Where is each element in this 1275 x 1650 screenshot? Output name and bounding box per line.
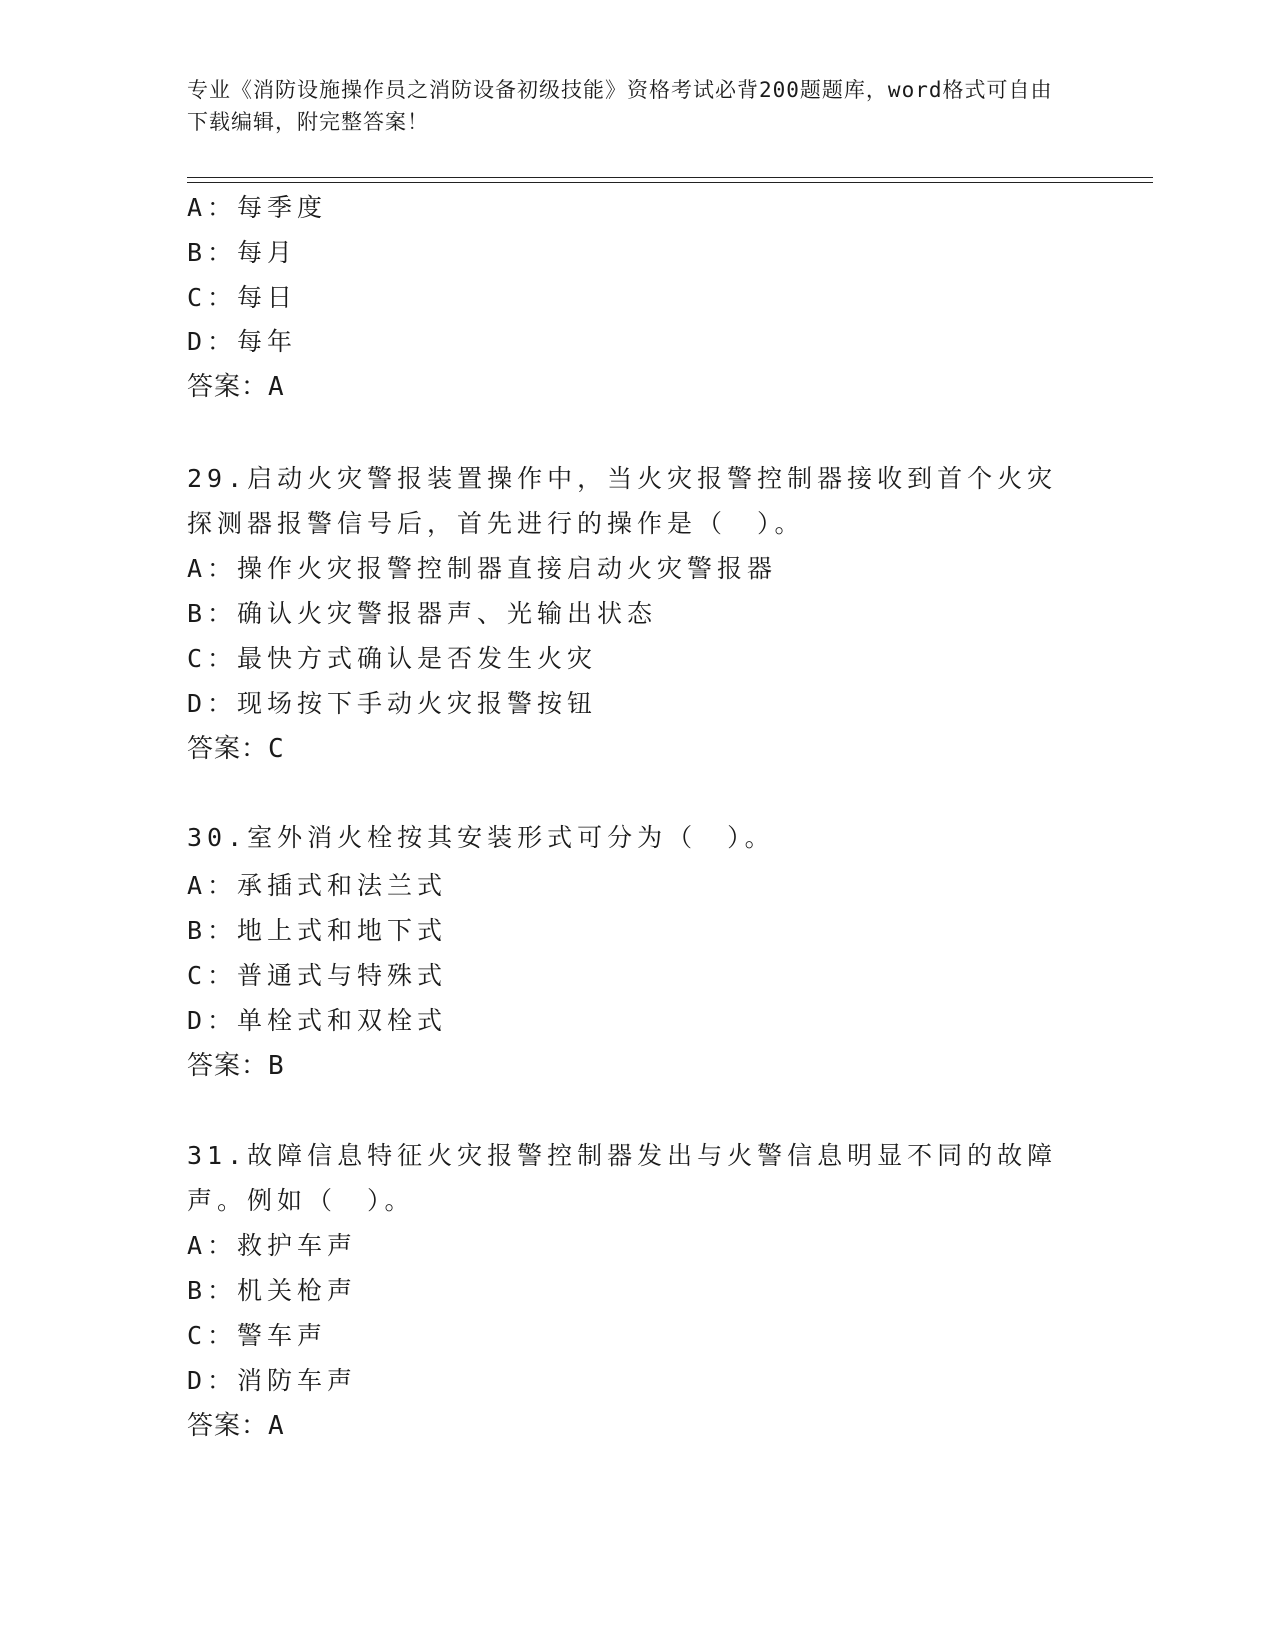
q28-option-b: B：每月 [187, 238, 298, 267]
q29-answer: 答案：C [187, 734, 285, 764]
q31-answer: 答案：A [187, 1411, 285, 1441]
header-rule-top [187, 177, 1153, 178]
q31-option-b: B：机关枪声 [187, 1276, 358, 1305]
q31-option-a: A：救护车声 [187, 1231, 358, 1260]
q29-stem: 29.启动火灾警报装置操作中，当火灾报警控制器接收到首个火灾探测器报警信号后，首先进行的操作是（ ）。 [187, 464, 1058, 538]
q31-stem: 31.故障信息特征火灾报警控制器发出与火警信息明显不同的故障声。例如（ ）。 [187, 1141, 1058, 1215]
q29-option-b: B：确认火灾警报器声、光输出状态 [187, 599, 658, 628]
q30-option-b: B：地上式和地下式 [187, 916, 448, 945]
q29-option-d: D：现场按下手动火灾报警按钮 [187, 689, 598, 718]
q29-option-a: A：操作火灾报警控制器直接启动火灾警报器 [187, 554, 778, 583]
q30-option-a: A：承插式和法兰式 [187, 871, 448, 900]
q31-option-d: D：消防车声 [187, 1366, 358, 1395]
q29-option-c: C：最快方式确认是否发生火灾 [187, 644, 598, 673]
q30-answer: 答案：B [187, 1051, 285, 1081]
q28-option-c: C：每日 [187, 283, 298, 312]
q31-option-c: C：警车声 [187, 1321, 328, 1350]
header-rule-bottom [187, 182, 1153, 183]
document-header: 专业《消防设施操作员之消防设备初级技能》资格考试必背200题题库，word格式可自由下载编辑，附完整答案！ [187, 78, 1053, 134]
q28-option-d: D：每年 [187, 327, 298, 356]
q30-option-d: D：单栓式和双栓式 [187, 1006, 448, 1035]
q30-option-c: C：普通式与特殊式 [187, 961, 448, 990]
q30-stem: 30.室外消火栓按其安装形式可分为（ ）。 [187, 823, 775, 852]
q28-option-a: A：每季度 [187, 193, 328, 222]
q28-answer: 答案：A [187, 372, 285, 402]
